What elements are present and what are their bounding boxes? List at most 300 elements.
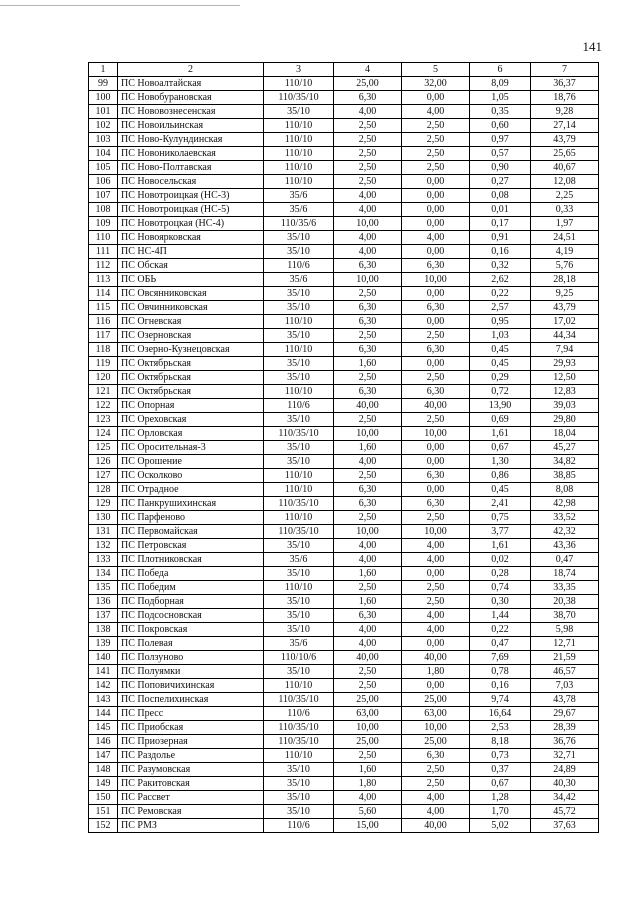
capacity-1-cell: 2,50 <box>334 469 402 483</box>
voltage-cell: 110/10 <box>264 77 334 91</box>
table-header-row <box>89 63 599 77</box>
capacity-1-cell: 1,60 <box>334 763 402 777</box>
capacity-2-cell: 4,00 <box>402 623 470 637</box>
substation-name-cell: ПС НС-4П <box>118 245 264 259</box>
capacity-2-cell: 25,00 <box>402 693 470 707</box>
row-number-cell: 140 <box>89 651 118 665</box>
capacity-2-cell: 2,50 <box>402 413 470 427</box>
table-row <box>89 217 599 231</box>
load-percent-cell: 27,14 <box>531 119 599 133</box>
substation-name-cell: ПС Панкрушихинская <box>118 497 264 511</box>
row-number-cell: 122 <box>89 399 118 413</box>
load-cell: 0,01 <box>470 203 531 217</box>
table-row <box>89 707 599 721</box>
capacity-2-cell: 0,00 <box>402 175 470 189</box>
capacity-1-cell: 25,00 <box>334 735 402 749</box>
voltage-cell: 110/10 <box>264 483 334 497</box>
row-number-cell: 116 <box>89 315 118 329</box>
header-cell: 5 <box>402 63 470 77</box>
table-row <box>89 721 599 735</box>
capacity-2-cell: 2,50 <box>402 371 470 385</box>
voltage-cell: 35/6 <box>264 637 334 651</box>
capacity-1-cell: 2,50 <box>334 749 402 763</box>
row-number-cell: 142 <box>89 679 118 693</box>
capacity-1-cell: 10,00 <box>334 525 402 539</box>
load-cell: 0,74 <box>470 581 531 595</box>
load-cell: 0,17 <box>470 217 531 231</box>
header-cell: 6 <box>470 63 531 77</box>
capacity-1-cell: 2,50 <box>334 511 402 525</box>
voltage-cell: 110/10 <box>264 161 334 175</box>
load-percent-cell: 9,28 <box>531 105 599 119</box>
capacity-1-cell: 4,00 <box>334 105 402 119</box>
load-cell: 0,22 <box>470 287 531 301</box>
table-row <box>89 427 599 441</box>
row-number-cell: 148 <box>89 763 118 777</box>
load-percent-cell: 29,67 <box>531 707 599 721</box>
capacity-1-cell: 25,00 <box>334 77 402 91</box>
table-row <box>89 133 599 147</box>
row-number-cell: 150 <box>89 791 118 805</box>
substation-name-cell: ПС Ново-Кулундинская <box>118 133 264 147</box>
load-percent-cell: 43,79 <box>531 301 599 315</box>
load-cell: 0,69 <box>470 413 531 427</box>
load-cell: 7,69 <box>470 651 531 665</box>
load-cell: 0,16 <box>470 245 531 259</box>
capacity-1-cell: 6,30 <box>334 301 402 315</box>
capacity-1-cell: 4,00 <box>334 623 402 637</box>
table-row <box>89 609 599 623</box>
capacity-1-cell: 6,30 <box>334 259 402 273</box>
row-number-cell: 130 <box>89 511 118 525</box>
voltage-cell: 110/10 <box>264 469 334 483</box>
load-cell: 0,67 <box>470 441 531 455</box>
voltage-cell: 110/10 <box>264 147 334 161</box>
load-percent-cell: 0,33 <box>531 203 599 217</box>
row-number-cell: 139 <box>89 637 118 651</box>
row-number-cell: 123 <box>89 413 118 427</box>
substation-name-cell: ПС Орошение <box>118 455 264 469</box>
capacity-2-cell: 4,00 <box>402 231 470 245</box>
capacity-1-cell: 2,50 <box>334 175 402 189</box>
table-row <box>89 693 599 707</box>
capacity-2-cell: 4,00 <box>402 553 470 567</box>
substation-name-cell: ПС Новоалтайская <box>118 77 264 91</box>
voltage-cell: 35/6 <box>264 203 334 217</box>
table-row <box>89 539 599 553</box>
load-percent-cell: 7,03 <box>531 679 599 693</box>
capacity-2-cell: 10,00 <box>402 721 470 735</box>
voltage-cell: 35/10 <box>264 371 334 385</box>
table-row <box>89 511 599 525</box>
row-number-cell: 149 <box>89 777 118 791</box>
load-percent-cell: 9,25 <box>531 287 599 301</box>
substation-name-cell: ПС Парфеново <box>118 511 264 525</box>
load-percent-cell: 42,98 <box>531 497 599 511</box>
row-number-cell: 128 <box>89 483 118 497</box>
load-percent-cell: 18,74 <box>531 567 599 581</box>
row-number-cell: 111 <box>89 245 118 259</box>
capacity-2-cell: 0,00 <box>402 287 470 301</box>
load-percent-cell: 0,47 <box>531 553 599 567</box>
voltage-cell: 35/10 <box>264 665 334 679</box>
load-percent-cell: 38,70 <box>531 609 599 623</box>
capacity-2-cell: 0,00 <box>402 679 470 693</box>
voltage-cell: 110/35/10 <box>264 91 334 105</box>
table-row <box>89 343 599 357</box>
table-row <box>89 567 599 581</box>
substation-name-cell: ПС Плотниковская <box>118 553 264 567</box>
row-number-cell: 127 <box>89 469 118 483</box>
voltage-cell: 35/6 <box>264 189 334 203</box>
voltage-cell: 110/10 <box>264 343 334 357</box>
capacity-1-cell: 4,00 <box>334 637 402 651</box>
load-cell: 1,61 <box>470 539 531 553</box>
voltage-cell: 35/6 <box>264 553 334 567</box>
row-number-cell: 143 <box>89 693 118 707</box>
table-row <box>89 651 599 665</box>
load-percent-cell: 8,08 <box>531 483 599 497</box>
row-number-cell: 120 <box>89 371 118 385</box>
capacity-1-cell: 2,50 <box>334 133 402 147</box>
header-cell: 7 <box>531 63 599 77</box>
table-row <box>89 553 599 567</box>
capacity-2-cell: 6,30 <box>402 497 470 511</box>
table-row <box>89 77 599 91</box>
capacity-1-cell: 4,00 <box>334 553 402 567</box>
capacity-1-cell: 5,60 <box>334 805 402 819</box>
substation-name-cell: ПС Полевая <box>118 637 264 651</box>
table-row <box>89 777 599 791</box>
load-cell: 16,64 <box>470 707 531 721</box>
voltage-cell: 35/10 <box>264 595 334 609</box>
header-cell: 2 <box>118 63 264 77</box>
substation-name-cell: ПС Ремовская <box>118 805 264 819</box>
row-number-cell: 103 <box>89 133 118 147</box>
table-row <box>89 581 599 595</box>
row-number-cell: 100 <box>89 91 118 105</box>
capacity-1-cell: 6,30 <box>334 343 402 357</box>
load-percent-cell: 43,79 <box>531 133 599 147</box>
substation-name-cell: ПС Новобурановская <box>118 91 264 105</box>
substation-name-cell: ПС Овсянниковская <box>118 287 264 301</box>
capacity-1-cell: 4,00 <box>334 791 402 805</box>
capacity-1-cell: 40,00 <box>334 651 402 665</box>
substation-name-cell: ПС Огневская <box>118 315 264 329</box>
table-row <box>89 245 599 259</box>
substation-name-cell: ПС Ново-Полтавская <box>118 161 264 175</box>
load-percent-cell: 40,67 <box>531 161 599 175</box>
load-cell: 0,91 <box>470 231 531 245</box>
voltage-cell: 110/10 <box>264 119 334 133</box>
voltage-cell: 110/6 <box>264 259 334 273</box>
capacity-2-cell: 2,50 <box>402 595 470 609</box>
substation-name-cell: ПС Озерно-Кузнецовская <box>118 343 264 357</box>
load-cell: 0,35 <box>470 105 531 119</box>
capacity-1-cell: 1,60 <box>334 357 402 371</box>
voltage-cell: 110/10 <box>264 581 334 595</box>
row-number-cell: 110 <box>89 231 118 245</box>
load-cell: 0,97 <box>470 133 531 147</box>
capacity-2-cell: 2,50 <box>402 581 470 595</box>
capacity-2-cell: 0,00 <box>402 455 470 469</box>
load-cell: 0,27 <box>470 175 531 189</box>
row-number-cell: 125 <box>89 441 118 455</box>
substation-name-cell: ПС Поповичихинская <box>118 679 264 693</box>
load-cell: 0,72 <box>470 385 531 399</box>
load-percent-cell: 1,97 <box>531 217 599 231</box>
capacity-2-cell: 1,80 <box>402 665 470 679</box>
load-percent-cell: 45,72 <box>531 805 599 819</box>
capacity-2-cell: 2,50 <box>402 161 470 175</box>
capacity-1-cell: 1,60 <box>334 441 402 455</box>
substation-name-cell: ПС Орловская <box>118 427 264 441</box>
voltage-cell: 110/35/10 <box>264 497 334 511</box>
substation-name-cell: ПС Овчинниковская <box>118 301 264 315</box>
load-percent-cell: 28,39 <box>531 721 599 735</box>
capacity-2-cell: 0,00 <box>402 567 470 581</box>
substation-name-cell: ПС Ракитовская <box>118 777 264 791</box>
capacity-1-cell: 1,80 <box>334 777 402 791</box>
load-cell: 0,73 <box>470 749 531 763</box>
load-cell: 0,75 <box>470 511 531 525</box>
table-row <box>89 357 599 371</box>
row-number-cell: 136 <box>89 595 118 609</box>
row-number-cell: 118 <box>89 343 118 357</box>
voltage-cell: 35/10 <box>264 777 334 791</box>
capacity-2-cell: 6,30 <box>402 385 470 399</box>
table-row <box>89 595 599 609</box>
voltage-cell: 110/10 <box>264 175 334 189</box>
substation-name-cell: ПС Октябрьская <box>118 385 264 399</box>
load-percent-cell: 45,27 <box>531 441 599 455</box>
load-cell: 2,62 <box>470 273 531 287</box>
substation-name-cell: ПС Озерновская <box>118 329 264 343</box>
voltage-cell: 110/35/10 <box>264 693 334 707</box>
voltage-cell: 35/10 <box>264 455 334 469</box>
load-cell: 0,90 <box>470 161 531 175</box>
load-cell: 0,30 <box>470 595 531 609</box>
capacity-1-cell: 4,00 <box>334 455 402 469</box>
load-percent-cell: 17,02 <box>531 315 599 329</box>
capacity-2-cell: 6,30 <box>402 259 470 273</box>
voltage-cell: 35/10 <box>264 441 334 455</box>
load-cell: 0,45 <box>470 483 531 497</box>
load-percent-cell: 12,71 <box>531 637 599 651</box>
table-row <box>89 469 599 483</box>
capacity-1-cell: 2,50 <box>334 665 402 679</box>
voltage-cell: 35/6 <box>264 273 334 287</box>
row-number-cell: 146 <box>89 735 118 749</box>
substation-name-cell: ПС Новосельская <box>118 175 264 189</box>
voltage-cell: 110/6 <box>264 399 334 413</box>
row-number-cell: 141 <box>89 665 118 679</box>
load-percent-cell: 36,76 <box>531 735 599 749</box>
load-cell: 2,57 <box>470 301 531 315</box>
substation-name-cell: ПС Рассвет <box>118 791 264 805</box>
capacity-2-cell: 0,00 <box>402 483 470 497</box>
substation-name-cell: ПС Новониколаевская <box>118 147 264 161</box>
capacity-1-cell: 2,50 <box>334 147 402 161</box>
capacity-1-cell: 10,00 <box>334 721 402 735</box>
capacity-2-cell: 40,00 <box>402 819 470 833</box>
capacity-2-cell: 4,00 <box>402 805 470 819</box>
table-row <box>89 665 599 679</box>
load-cell: 0,95 <box>470 315 531 329</box>
substation-name-cell: ПС Разумовская <box>118 763 264 777</box>
substation-name-cell: ПС Отрадное <box>118 483 264 497</box>
capacity-1-cell: 6,30 <box>334 497 402 511</box>
substation-name-cell: ПС Подсосновская <box>118 609 264 623</box>
capacity-1-cell: 4,00 <box>334 189 402 203</box>
load-cell: 1,61 <box>470 427 531 441</box>
substation-name-cell: ПС Новоярковская <box>118 231 264 245</box>
row-number-cell: 135 <box>89 581 118 595</box>
table-row <box>89 175 599 189</box>
row-number-cell: 117 <box>89 329 118 343</box>
load-percent-cell: 43,36 <box>531 539 599 553</box>
table-row <box>89 259 599 273</box>
table-row <box>89 679 599 693</box>
voltage-cell: 35/10 <box>264 763 334 777</box>
capacity-2-cell: 6,30 <box>402 469 470 483</box>
row-number-cell: 152 <box>89 819 118 833</box>
substation-name-cell: ПС Новотроцкая (НС-4) <box>118 217 264 231</box>
substation-name-cell: ПС Поспелихинская <box>118 693 264 707</box>
load-cell: 0,45 <box>470 357 531 371</box>
load-cell: 0,86 <box>470 469 531 483</box>
voltage-cell: 110/35/10 <box>264 525 334 539</box>
substation-name-cell: ПС Покровская <box>118 623 264 637</box>
voltage-cell: 35/10 <box>264 567 334 581</box>
voltage-cell: 35/10 <box>264 287 334 301</box>
voltage-cell: 110/10 <box>264 315 334 329</box>
capacity-2-cell: 4,00 <box>402 105 470 119</box>
voltage-cell: 110/10 <box>264 511 334 525</box>
row-number-cell: 119 <box>89 357 118 371</box>
row-number-cell: 138 <box>89 623 118 637</box>
capacity-2-cell: 0,00 <box>402 189 470 203</box>
capacity-2-cell: 10,00 <box>402 273 470 287</box>
row-number-cell: 112 <box>89 259 118 273</box>
row-number-cell: 102 <box>89 119 118 133</box>
load-percent-cell: 32,71 <box>531 749 599 763</box>
voltage-cell: 110/10/6 <box>264 651 334 665</box>
load-percent-cell: 5,98 <box>531 623 599 637</box>
row-number-cell: 145 <box>89 721 118 735</box>
voltage-cell: 35/10 <box>264 805 334 819</box>
capacity-1-cell: 25,00 <box>334 693 402 707</box>
capacity-2-cell: 2,50 <box>402 763 470 777</box>
row-number-cell: 106 <box>89 175 118 189</box>
load-cell: 0,28 <box>470 567 531 581</box>
capacity-1-cell: 2,50 <box>334 161 402 175</box>
table-row <box>89 413 599 427</box>
capacity-2-cell: 6,30 <box>402 301 470 315</box>
substation-name-cell: ПС Победа <box>118 567 264 581</box>
voltage-cell: 110/35/10 <box>264 427 334 441</box>
table-row <box>89 791 599 805</box>
voltage-cell: 35/10 <box>264 609 334 623</box>
row-number-cell: 144 <box>89 707 118 721</box>
scan-top-line <box>0 5 240 6</box>
load-cell: 1,44 <box>470 609 531 623</box>
substation-name-cell: ПС РМЗ <box>118 819 264 833</box>
load-cell: 1,70 <box>470 805 531 819</box>
row-number-cell: 113 <box>89 273 118 287</box>
capacity-2-cell: 0,00 <box>402 245 470 259</box>
row-number-cell: 104 <box>89 147 118 161</box>
table-row <box>89 273 599 287</box>
load-cell: 1,03 <box>470 329 531 343</box>
capacity-2-cell: 32,00 <box>402 77 470 91</box>
table-row <box>89 497 599 511</box>
load-percent-cell: 34,82 <box>531 455 599 469</box>
load-percent-cell: 33,35 <box>531 581 599 595</box>
load-percent-cell: 2,25 <box>531 189 599 203</box>
substation-name-cell: ПС Опорная <box>118 399 264 413</box>
substation-name-cell: ПС Оросительная-3 <box>118 441 264 455</box>
row-number-cell: 109 <box>89 217 118 231</box>
row-number-cell: 132 <box>89 539 118 553</box>
load-percent-cell: 20,38 <box>531 595 599 609</box>
capacity-1-cell: 15,00 <box>334 819 402 833</box>
table-row <box>89 763 599 777</box>
substation-name-cell: ПС Новотроицкая (НС-3) <box>118 189 264 203</box>
load-cell: 1,30 <box>470 455 531 469</box>
table-row <box>89 161 599 175</box>
table-row <box>89 455 599 469</box>
page-number: 141 <box>582 39 602 54</box>
load-percent-cell: 18,76 <box>531 91 599 105</box>
capacity-2-cell: 6,30 <box>402 343 470 357</box>
load-percent-cell: 21,59 <box>531 651 599 665</box>
load-percent-cell: 4,19 <box>531 245 599 259</box>
row-number-cell: 129 <box>89 497 118 511</box>
load-percent-cell: 34,42 <box>531 791 599 805</box>
voltage-cell: 110/10 <box>264 385 334 399</box>
row-number-cell: 151 <box>89 805 118 819</box>
substation-name-cell: ПС Обская <box>118 259 264 273</box>
table-row <box>89 147 599 161</box>
table-row <box>89 385 599 399</box>
capacity-1-cell: 6,30 <box>334 385 402 399</box>
capacity-2-cell: 2,50 <box>402 119 470 133</box>
capacity-2-cell: 4,00 <box>402 791 470 805</box>
capacity-2-cell: 2,50 <box>402 133 470 147</box>
substation-name-cell: ПС Ореховская <box>118 413 264 427</box>
row-number-cell: 121 <box>89 385 118 399</box>
table-row <box>89 371 599 385</box>
voltage-cell: 110/10 <box>264 679 334 693</box>
load-percent-cell: 7,94 <box>531 343 599 357</box>
substation-name-cell: ПС Октябрьская <box>118 357 264 371</box>
voltage-cell: 35/10 <box>264 245 334 259</box>
capacity-2-cell: 63,00 <box>402 707 470 721</box>
capacity-1-cell: 63,00 <box>334 707 402 721</box>
load-percent-cell: 18,04 <box>531 427 599 441</box>
header-cell: 3 <box>264 63 334 77</box>
row-number-cell: 107 <box>89 189 118 203</box>
row-number-cell: 124 <box>89 427 118 441</box>
capacity-2-cell: 2,50 <box>402 511 470 525</box>
capacity-2-cell: 0,00 <box>402 203 470 217</box>
voltage-cell: 35/10 <box>264 539 334 553</box>
capacity-2-cell: 6,30 <box>402 749 470 763</box>
substation-name-cell: ПС Новоильинская <box>118 119 264 133</box>
capacity-1-cell: 6,30 <box>334 483 402 497</box>
substation-name-cell: ПС Октябрьская <box>118 371 264 385</box>
